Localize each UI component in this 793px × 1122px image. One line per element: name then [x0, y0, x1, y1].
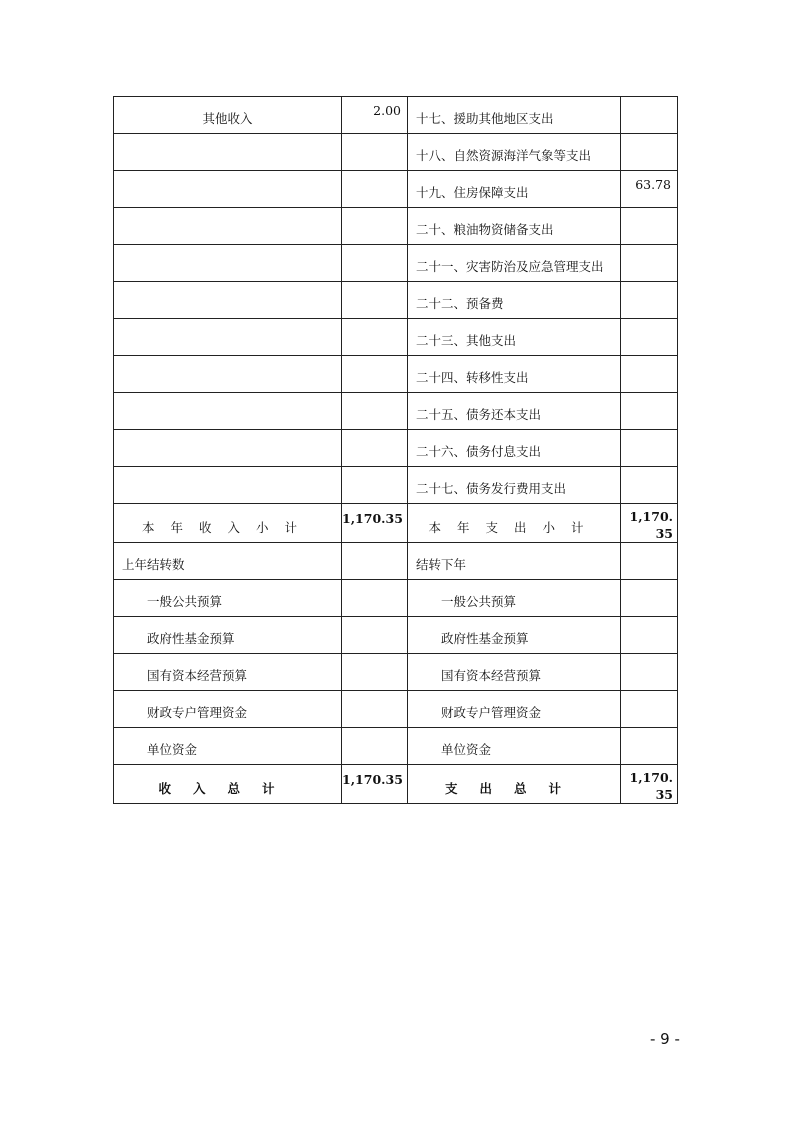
- fund-row: [114, 580, 678, 617]
- carry-out-amount: [621, 543, 678, 580]
- table-row: [114, 282, 678, 319]
- income-label: [114, 467, 342, 504]
- expense-label: 十九、住房保障支出: [408, 171, 621, 208]
- expense-amount: [621, 134, 678, 171]
- page-number: - 9 -: [650, 1030, 680, 1048]
- expense-label: 二十一、灾害防治及应急管理支出: [408, 245, 621, 282]
- fund-income-amount: [342, 654, 408, 691]
- expense-subtotal-amount: 1,170.35: [621, 504, 678, 543]
- fund-expense-amount: [621, 654, 678, 691]
- income-label: [114, 319, 342, 356]
- income-label: [114, 282, 342, 319]
- expense-amount: [621, 245, 678, 282]
- table-row: [114, 208, 678, 245]
- income-total-label: 收入总计: [114, 765, 342, 804]
- fund-expense-label: 财政专户管理资金: [408, 691, 621, 728]
- income-amount: 2.00: [342, 97, 408, 134]
- fund-row: [114, 654, 678, 691]
- carry-in-amount: [342, 543, 408, 580]
- income-amount: [342, 134, 408, 171]
- carry-row: [114, 543, 678, 580]
- table-row: [114, 171, 678, 208]
- income-label: [114, 208, 342, 245]
- fund-income-amount: [342, 728, 408, 765]
- expense-amount: [621, 393, 678, 430]
- expense-total-label: 支出总计: [408, 765, 621, 804]
- expense-label: 二十六、债务付息支出: [408, 430, 621, 467]
- income-amount: [342, 430, 408, 467]
- fund-income-label: 一般公共预算: [114, 580, 342, 617]
- fund-row: [114, 728, 678, 765]
- fund-income-amount: [342, 691, 408, 728]
- fund-expense-label: 政府性基金预算: [408, 617, 621, 654]
- fund-expense-label: 单位资金: [408, 728, 621, 765]
- table-row: [114, 430, 678, 467]
- income-amount: [342, 282, 408, 319]
- income-amount: [342, 393, 408, 430]
- fund-income-amount: [342, 617, 408, 654]
- total-row: [114, 765, 678, 804]
- carry-in-label: 上年结转数: [114, 543, 342, 580]
- income-label: [114, 356, 342, 393]
- income-amount: [342, 208, 408, 245]
- income-label: 其他收入: [114, 97, 342, 134]
- expense-amount: 63.78: [621, 171, 678, 208]
- income-label: [114, 245, 342, 282]
- fund-income-label: 单位资金: [114, 728, 342, 765]
- income-total-amount: 1,170.35: [342, 765, 408, 804]
- expense-label: 二十二、预备费: [408, 282, 621, 319]
- expense-total-amount: 1,170.35: [621, 765, 678, 804]
- expense-label: 二十四、转移性支出: [408, 356, 621, 393]
- table-row: [114, 245, 678, 282]
- expense-amount: [621, 319, 678, 356]
- fund-income-amount: [342, 580, 408, 617]
- carry-out-label: 结转下年: [408, 543, 621, 580]
- expense-amount: [621, 97, 678, 134]
- fund-expense-label: 一般公共预算: [408, 580, 621, 617]
- expense-label: 二十三、其他支出: [408, 319, 621, 356]
- income-amount: [342, 467, 408, 504]
- table-row: [114, 356, 678, 393]
- fund-expense-label: 国有资本经营预算: [408, 654, 621, 691]
- income-label: [114, 134, 342, 171]
- table-row: [114, 134, 678, 171]
- income-amount: [342, 319, 408, 356]
- fund-expense-amount: [621, 728, 678, 765]
- table-row: [114, 97, 678, 134]
- table-row: [114, 467, 678, 504]
- subtotal-row: [114, 504, 678, 543]
- expense-amount: [621, 282, 678, 319]
- table-body: [114, 97, 678, 804]
- income-label: [114, 430, 342, 467]
- income-subtotal-label: 本年收入小计: [114, 504, 342, 543]
- income-amount: [342, 356, 408, 393]
- expense-label: 二十五、债务还本支出: [408, 393, 621, 430]
- fund-expense-amount: [621, 580, 678, 617]
- fund-expense-amount: [621, 617, 678, 654]
- table-row: [114, 319, 678, 356]
- fund-row: [114, 617, 678, 654]
- fund-income-label: 财政专户管理资金: [114, 691, 342, 728]
- fund-expense-amount: [621, 691, 678, 728]
- expense-amount: [621, 208, 678, 245]
- fund-income-label: 国有资本经营预算: [114, 654, 342, 691]
- expense-label: 二十七、债务发行费用支出: [408, 467, 621, 504]
- fund-row: [114, 691, 678, 728]
- expense-amount: [621, 430, 678, 467]
- expense-amount: [621, 467, 678, 504]
- income-amount: [342, 171, 408, 208]
- expense-label: 二十、粮油物资储备支出: [408, 208, 621, 245]
- table-row: [114, 393, 678, 430]
- budget-summary-table: [113, 96, 678, 804]
- income-subtotal-amount: 1,170.35: [342, 504, 408, 543]
- expense-label: 十八、自然资源海洋气象等支出: [408, 134, 621, 171]
- income-amount: [342, 245, 408, 282]
- expense-label: 十七、援助其他地区支出: [408, 97, 621, 134]
- income-label: [114, 171, 342, 208]
- fund-income-label: 政府性基金预算: [114, 617, 342, 654]
- expense-subtotal-label: 本年支出小计: [408, 504, 621, 543]
- income-label: [114, 393, 342, 430]
- expense-amount: [621, 356, 678, 393]
